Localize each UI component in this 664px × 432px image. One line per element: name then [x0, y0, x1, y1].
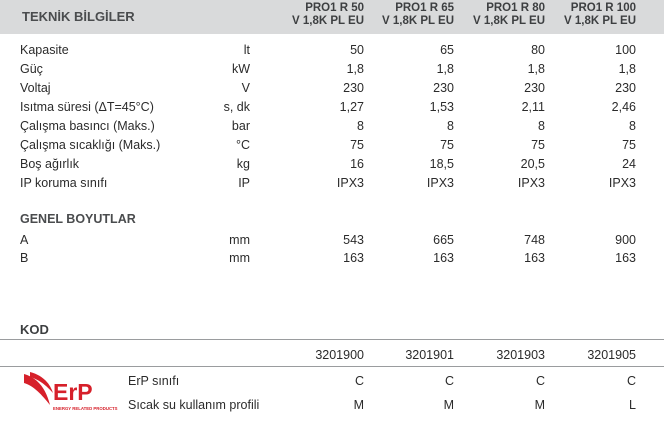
- model-variant: V 1,8K PL EU: [291, 15, 364, 27]
- dim-row-a: [0, 233, 664, 251]
- dim-value: 543: [343, 233, 364, 247]
- dim-row-b: [0, 251, 664, 269]
- dim-label: A: [20, 233, 29, 247]
- usage-profile-value: M: [443, 398, 454, 412]
- model-name: PRO1 R 65: [395, 2, 454, 14]
- spec-value: 8: [447, 119, 454, 133]
- spec-value: 1,27: [339, 100, 364, 114]
- spec-label: Güç: [20, 62, 43, 76]
- erp-class-value: C: [354, 374, 364, 388]
- spec-label: Voltaj: [20, 81, 51, 95]
- divider: [0, 339, 664, 340]
- spec-row-temperature: [0, 138, 664, 156]
- dim-value: 163: [343, 251, 364, 265]
- spec-value: 1,8: [346, 62, 364, 76]
- spec-value: 2,46: [611, 100, 636, 114]
- spec-value: 75: [531, 138, 545, 152]
- product-code: 3201905: [587, 348, 636, 362]
- spec-value: 8: [538, 119, 545, 133]
- erp-class-value: C: [444, 374, 454, 388]
- dim-value: 748: [524, 233, 545, 247]
- spec-unit: V: [241, 81, 250, 95]
- erp-class-label: ErP sınıfı: [128, 374, 180, 388]
- spec-row-power: [0, 62, 664, 80]
- erp-class-value: C: [535, 374, 545, 388]
- spec-row-ip-class: [0, 176, 664, 194]
- spec-value: 1,8: [618, 62, 636, 76]
- spec-value: IPX3: [426, 176, 454, 190]
- model-variant: V 1,8K PL EU: [472, 15, 545, 27]
- dim-label: B: [20, 251, 29, 265]
- spec-value: IPX3: [608, 176, 636, 190]
- usage-profile-value: L: [629, 398, 636, 412]
- spec-row-weight: [0, 157, 664, 175]
- model-header-4: [526, 2, 636, 28]
- spec-value: 230: [615, 81, 636, 95]
- spec-unit: s, dk: [223, 100, 250, 114]
- spec-label: Çalışma sıcaklığı (Maks.): [20, 138, 161, 152]
- spec-value: IPX3: [517, 176, 545, 190]
- table-title: TEKNİK BİLGİLER: [22, 9, 135, 24]
- spec-value: 8: [629, 119, 636, 133]
- dim-value: 163: [433, 251, 454, 265]
- spec-value: 18,5: [429, 157, 454, 171]
- product-code: 3201901: [405, 348, 454, 362]
- spec-value: 16: [350, 157, 364, 171]
- spec-unit: bar: [231, 119, 250, 133]
- erp-class-row: [0, 374, 664, 392]
- code-row: [0, 348, 664, 366]
- spec-value: 1,8: [436, 62, 454, 76]
- dim-value: 163: [615, 251, 636, 265]
- spec-label: IP koruma sınıfı: [20, 176, 108, 190]
- spec-label: Kapasite: [20, 43, 69, 57]
- product-code: 3201900: [315, 348, 364, 362]
- erp-class-value: C: [626, 374, 636, 388]
- spec-value: 1,8: [527, 62, 545, 76]
- spec-value: 1,53: [429, 100, 454, 114]
- product-code: 3201903: [496, 348, 545, 362]
- spec-value: 2,11: [521, 100, 545, 114]
- spec-label: Isıtma süresi (ΔT=45°C): [20, 100, 154, 114]
- erp-logo-subtext: ENERGY RELATED PRODUCTS: [53, 406, 118, 411]
- spec-value: 24: [622, 157, 636, 171]
- divider: [0, 366, 664, 367]
- spec-unit: kg: [236, 157, 250, 171]
- dim-unit: mm: [229, 233, 250, 247]
- spec-unit: IP: [238, 176, 250, 190]
- usage-profile-value: M: [534, 398, 545, 412]
- spec-value: 75: [622, 138, 636, 152]
- spec-row-pressure: [0, 119, 664, 137]
- model-name: PRO1 R 80: [486, 2, 545, 14]
- spec-value: 75: [440, 138, 454, 152]
- spec-row-capacity: [0, 43, 664, 61]
- spec-unit: °C: [235, 138, 250, 152]
- spec-value: 230: [343, 81, 364, 95]
- spec-row-heating-time: [0, 100, 664, 118]
- model-variant: V 1,8K PL EU: [381, 15, 454, 27]
- spec-value: 230: [524, 81, 545, 95]
- model-variant: V 1,8K PL EU: [563, 15, 636, 27]
- spec-value: 50: [350, 43, 364, 57]
- model-name: PRO1 R 100: [570, 2, 636, 14]
- dim-value: 665: [433, 233, 454, 247]
- spec-value: 80: [531, 43, 545, 57]
- usage-profile-row: [0, 398, 664, 416]
- table-header: [0, 0, 664, 34]
- spec-label: Çalışma basıncı (Maks.): [20, 119, 155, 133]
- spec-value: 20,5: [520, 157, 545, 171]
- spec-value: 100: [615, 43, 636, 57]
- spec-value: IPX3: [336, 176, 364, 190]
- usage-profile-label: Sıcak su kullanım profili: [128, 398, 260, 412]
- spec-row-voltage: [0, 81, 664, 99]
- usage-profile-value: M: [353, 398, 364, 412]
- erp-logo-text: ErP: [53, 379, 93, 405]
- dimensions-title: GENEL BOYUTLAR: [20, 212, 136, 226]
- dim-unit: mm: [229, 251, 250, 265]
- spec-value: 65: [440, 43, 454, 57]
- spec-label: Boş ağırlık: [20, 157, 80, 171]
- dim-value: 163: [524, 251, 545, 265]
- spec-unit: kW: [231, 62, 250, 76]
- model-name: PRO1 R 50: [305, 2, 364, 14]
- spec-value: 8: [357, 119, 364, 133]
- dim-value: 900: [615, 233, 636, 247]
- spec-value: 230: [433, 81, 454, 95]
- kod-title: KOD: [20, 322, 49, 337]
- spec-value: 75: [350, 138, 364, 152]
- spec-unit: lt: [243, 43, 250, 57]
